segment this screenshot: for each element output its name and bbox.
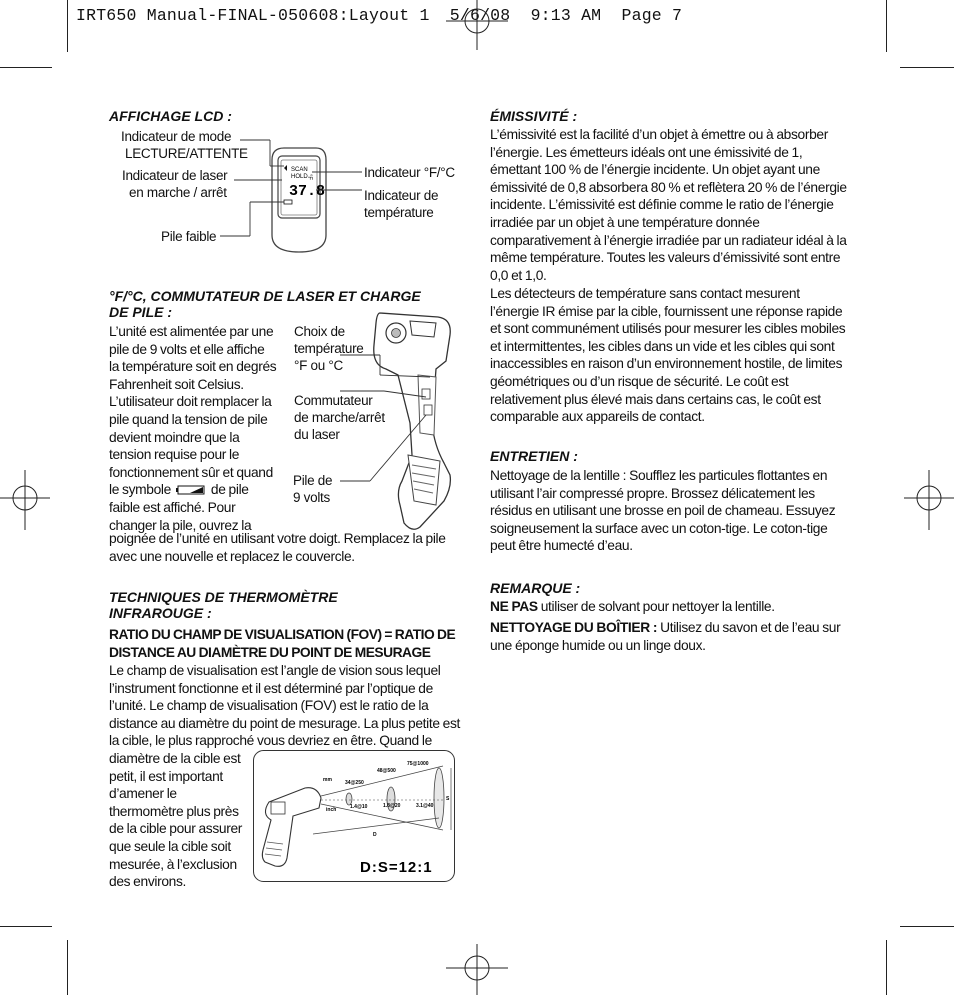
label-mode-1: Indicateur de mode	[121, 129, 232, 144]
print-slug-header: IRT650 Manual-FINAL-050608:Layout 1 5/6/08 9:13 AM Page 7	[76, 6, 683, 25]
fov-paragraph: Le champ de visualisation est l’angle de vision sous lequel l’instrument fonctionne et il est déterminé par l’optique de l’unité. Le champ de visualisation (FOV) est le ratio de la distance au diamètre du point de mesurage. La plus petite est la cible, le plus rapproché vous devriez en être. Quand le	[109, 663, 461, 749]
label-choice-3: °F ou °C	[294, 358, 343, 373]
fig-label-mm-1: 34@250	[345, 780, 364, 786]
thermometer-battery-illustration	[340, 305, 465, 535]
crop-mark-bl-v	[67, 940, 68, 995]
crop-mark-bl-h	[0, 926, 52, 927]
note-heading: REMARQUE :	[490, 580, 581, 596]
switch-paragraph-full: poignée de l’unité en utilisant votre doigt. Remplacez la pile avec une nouvelle et replacez le couvercle.	[109, 531, 446, 564]
fig-label-in-2: 1.8@20	[383, 803, 401, 809]
fov-subheading: RATIO DU CHAMP DE VISUALISATION (FOV) = RATIO DE DISTANCE AU DIAMÈTRE DU POINT DE MESURAGE	[109, 627, 456, 660]
fig-label-mm-2: 48@500	[377, 768, 396, 774]
label-choice-2: température	[294, 341, 364, 356]
note-line-1	[490, 598, 850, 616]
emissivity-paragraph-1: L’émissivité est la facilité d’un objet à émettre ou à absorber l’énergie. Les émetteurs idéals ont une émissivité de 1, émettant 100 % de l’énergie incidente. Un objet ayant une émissivité de 0,8 absorbera 80 % et reflètera 20 % de l’énergie incidente. L’émissivité est définie comme le ratio de l’énergie irradiée par un objet à une température donnée comparativement à l’énergie irradiée par un radiateur idéal à la même température. Toutes les valeurs d’émissivité sont entre 0,0 et 1,0.	[490, 127, 847, 283]
label-temp-2: température	[364, 205, 434, 220]
fig-ratio-label: D:S=12:1	[360, 859, 433, 876]
battery-symbol-icon	[176, 482, 206, 492]
crop-mark-tl-v	[67, 0, 68, 52]
lcd-unit-text: °F	[306, 174, 312, 181]
switch-heading-line-1: °F/°C, COMMUTATEUR DE LASER ET CHARGE	[109, 288, 421, 304]
note-line-2-bold: NETTOYAGE DU BOÎTIER :	[490, 620, 658, 635]
fig-label-in-3: 3.1@40	[416, 803, 434, 809]
note-line-1-bold: NE PAS	[490, 599, 538, 614]
emissivity-paragraph-2: Les détecteurs de température sans contact mesurent l’énergie IR émise par la cible, fournissent une réponse rapide et sont communément utilisés pour mesurer les cibles mobiles et intermittentes, les cibles dans un vide et les cibles qui sont inaccessibles en raison d’un environnement hostile, de limites géométriques ou d’un risque de sécurité. Le coût est relativement plus élevé mais dans certains cas, le coût est comparable aux appareils de contact.	[490, 286, 846, 425]
label-temp-1: Indicateur de	[364, 188, 439, 203]
fig-S-label: S	[446, 796, 450, 802]
crop-mark-br-h	[900, 926, 954, 927]
fig-label-mm-3: 75@1000	[407, 761, 429, 767]
note-line-2	[490, 619, 845, 654]
label-choice-1: Choix de	[294, 324, 345, 339]
label-comm-2: de marche/arrêt	[294, 410, 385, 425]
maintenance-heading: ENTRETIEN :	[490, 448, 578, 464]
switch-paragraph-narrow: L’unité est alimentée par une pile de 9 volts et elle affiche la température soit en degrés Fahrenheit soit Celsius. L’utilisateur doit remplacer la pile quand la tension de pile devient moindre que la tension requise pour le fonctionnement sûr et quand le symbole de pile faible est affiché. Pour changer la pile, ouvrez la	[109, 324, 277, 533]
ir-heading-line-1: TECHNIQUES DE THERMOMÈTRE	[109, 589, 338, 605]
switch-heading-line-2: DE PILE :	[109, 304, 173, 320]
distance-spot-ratio-figure	[253, 750, 455, 882]
lcd-scan-text: SCAN	[291, 167, 308, 173]
crop-mark-br-v	[886, 940, 887, 995]
label-unit-indicator: Indicateur °F/°C	[364, 165, 455, 180]
crop-mark-tr-v	[886, 0, 887, 52]
label-mode-2: LECTURE/ATTENTE	[125, 146, 248, 161]
registration-mark-bottom	[446, 944, 508, 995]
fig-inch-label: inch	[326, 807, 337, 813]
crop-mark-tr-h	[900, 67, 954, 68]
label-comm-1: Commutateur	[294, 393, 373, 408]
registration-mark-right	[904, 470, 954, 530]
lcd-reading-text: 37.8	[289, 183, 326, 200]
registration-mark-top	[446, 0, 508, 50]
note-line-2-rest: Utilisez du savon et de l’eau sur une éponge humide ou un linge doux.	[490, 620, 841, 653]
maintenance-paragraph: Nettoyage de la lentille : Soufflez les particules flottantes en utilisant l’air compressé propre. Brossez délicatement les résidus en utilisant une brosse en poil de chameau. Essuyez soigneusement la surface avec un coton-tige. Le coton-tige peut être humecté d’eau.	[490, 468, 836, 554]
label-laser-2: en marche / arrêt	[129, 185, 227, 200]
label-pile-2: 9 volts	[293, 490, 330, 505]
label-pile-1: Pile de	[293, 473, 333, 488]
fov-paragraph-narrow: diamètre de la cible est petit, il est important d’amener le thermomètre plus près de la cible pour assurer que seule la cible soit mesurée, à l’exclusion des environs.	[109, 751, 243, 890]
crop-mark-tl-h	[0, 67, 52, 68]
fig-label-in-1: 1.4@10	[350, 804, 368, 810]
note-line-1-rest: utiliser de solvant pour nettoyer la lentille.	[537, 599, 775, 614]
label-low-battery: Pile faible	[161, 229, 217, 244]
emissivity-heading: ÉMISSIVITÉ :	[490, 108, 578, 124]
label-laser-1: Indicateur de laser	[122, 168, 228, 183]
ir-heading-line-2: INFRAROUGE :	[109, 605, 212, 621]
label-comm-3: du laser	[294, 427, 340, 442]
registration-mark-left	[0, 470, 50, 530]
fig-D-label: D	[373, 832, 377, 838]
lcd-device-illustration	[220, 130, 365, 255]
lcd-hold-text: HOLD	[291, 174, 308, 180]
fig-mm-label: mm	[323, 777, 332, 783]
lcd-heading: AFFICHAGE LCD :	[109, 108, 232, 124]
